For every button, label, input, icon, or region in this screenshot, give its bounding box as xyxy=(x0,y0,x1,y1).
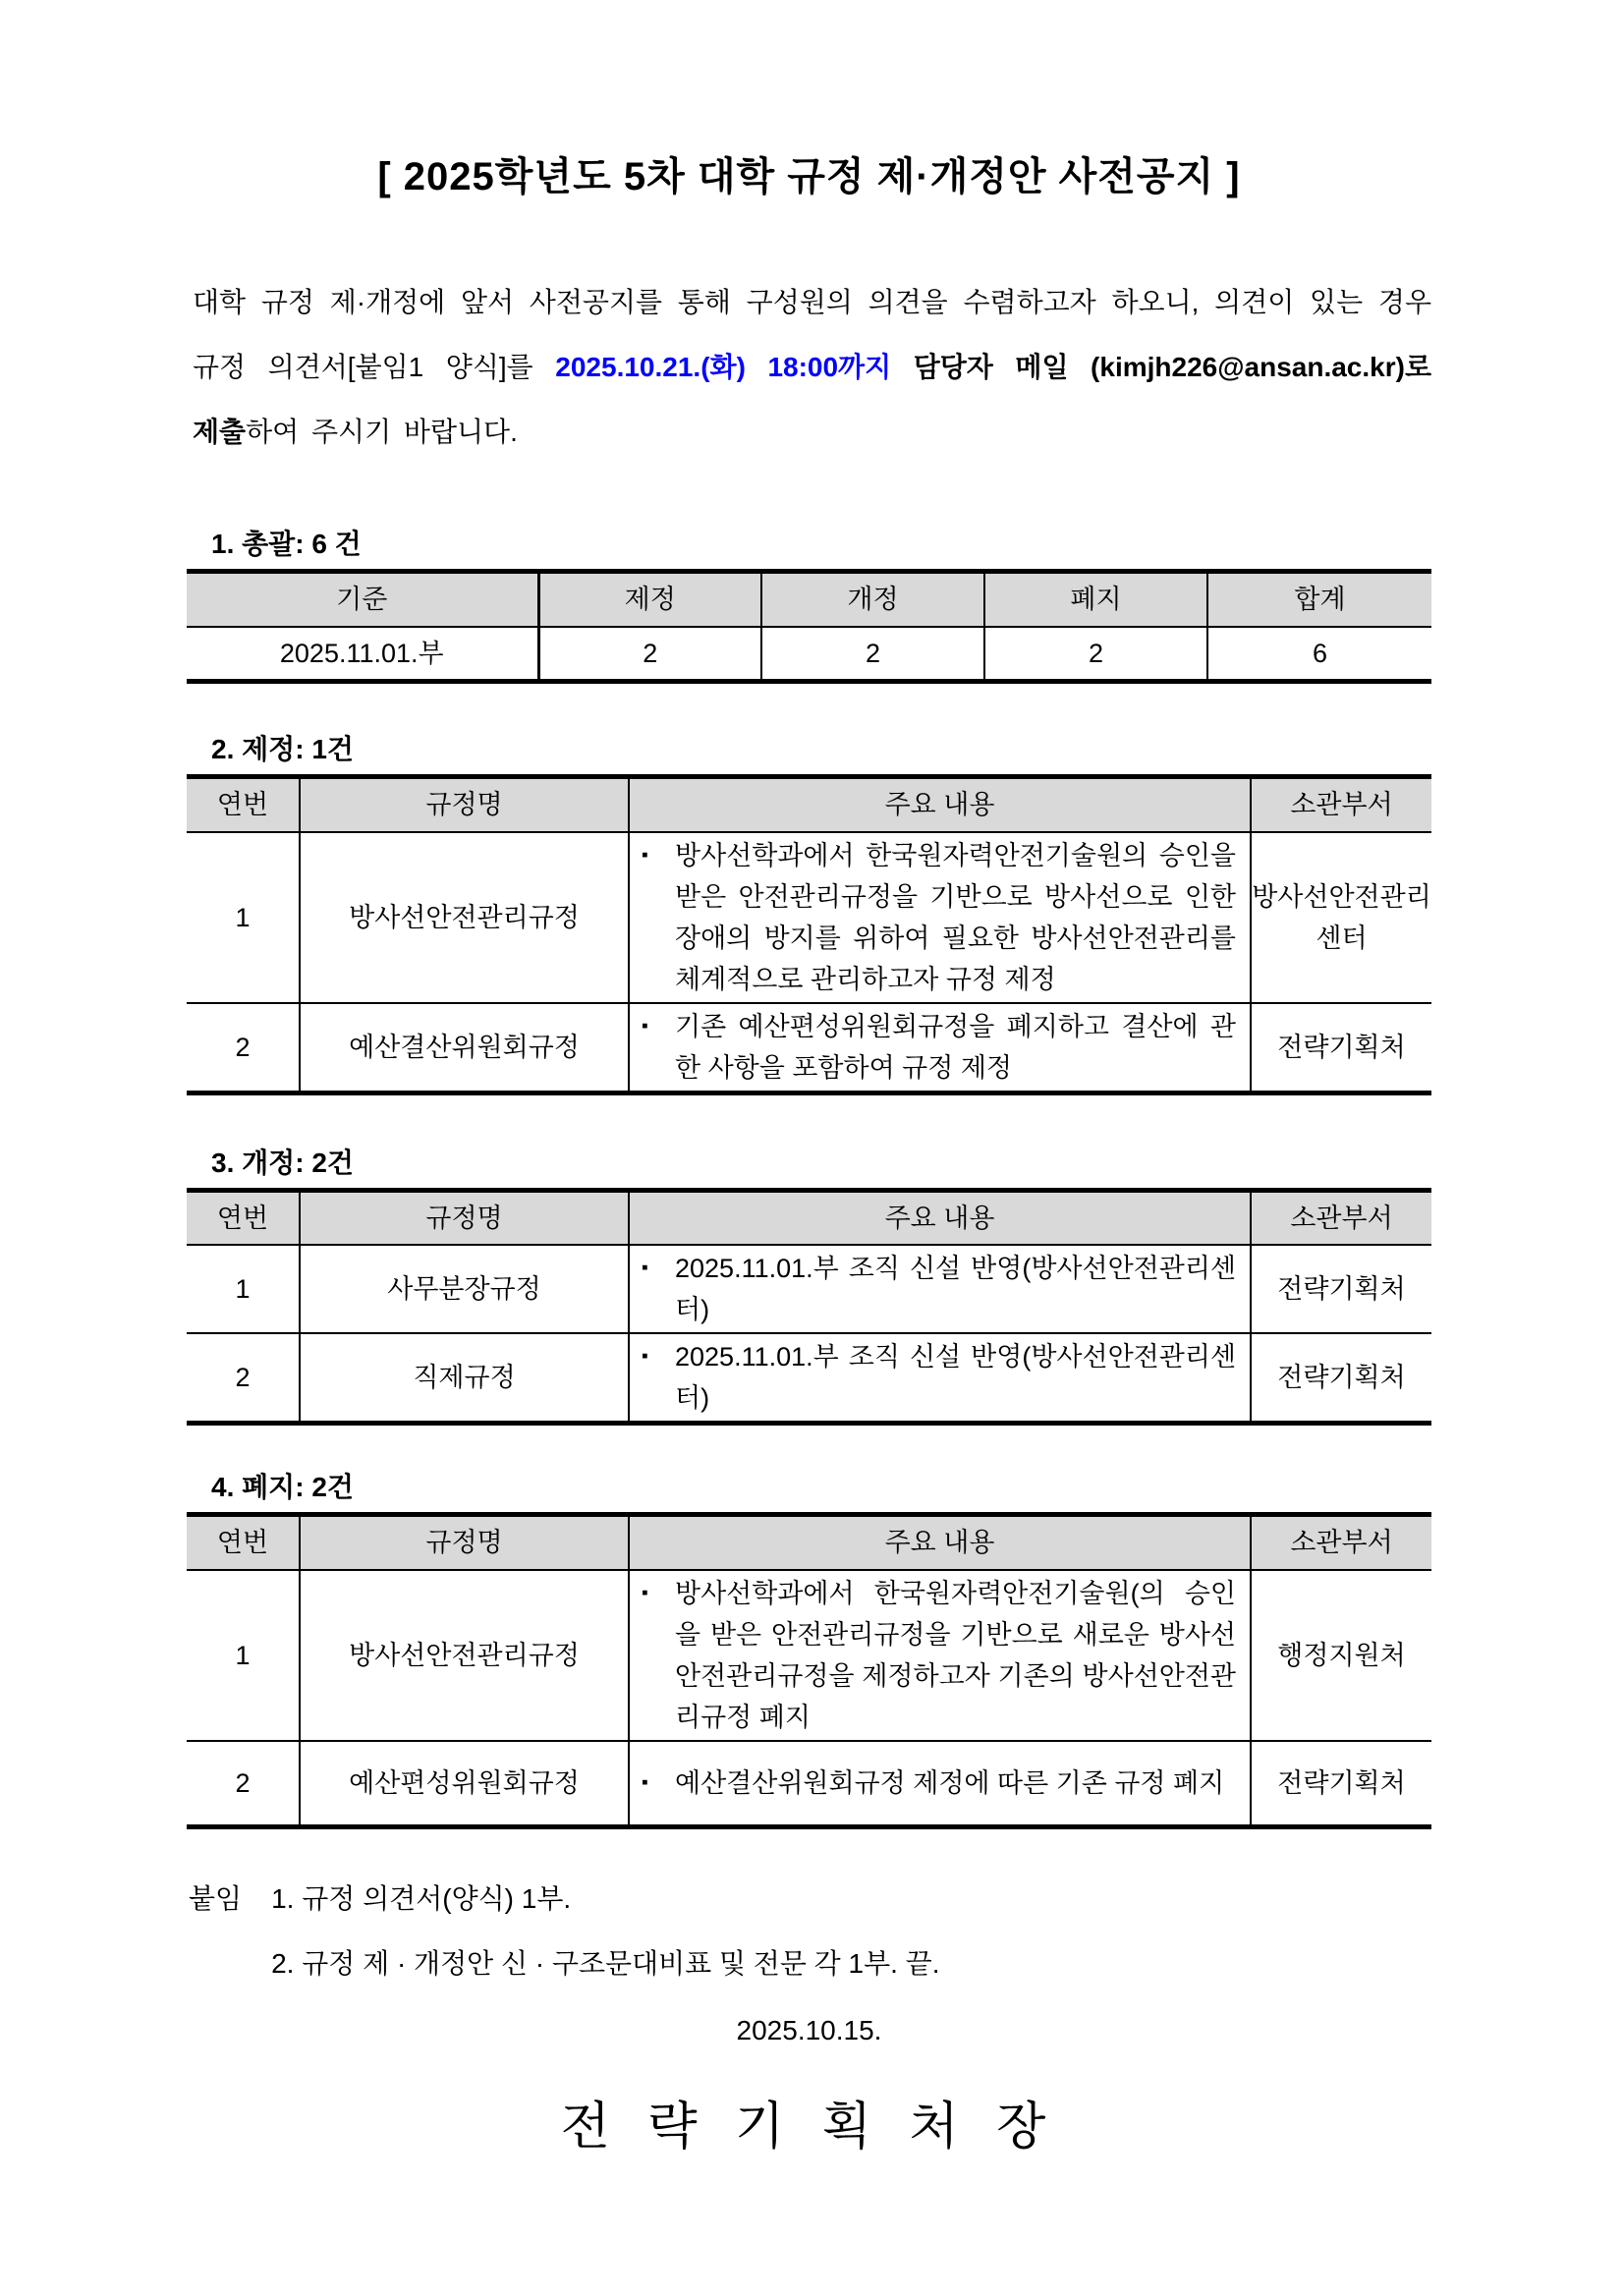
section-heading-overview: 1. 총괄: 6 건 xyxy=(211,529,362,559)
regulation-name-cell: 방사선안전관리규정 xyxy=(300,1570,629,1741)
bullet-icon: ▪ xyxy=(642,1582,648,1603)
overview-basis-cell: 2025.11.01.부 xyxy=(279,638,444,668)
header-department: 소관부서 xyxy=(1251,1515,1431,1570)
content-text: 예산결산위원회규정 제정에 따른 기존 규정 폐지 xyxy=(675,1767,1225,1798)
regulation-name-cell: 예산결산위원회규정 xyxy=(300,1003,629,1093)
attachment-item: 1. 규정 의견서(양식) 1부. xyxy=(271,1883,572,1914)
page-title: [ 2025학년도 5차 대학 규정 제·개정안 사전공지 ] xyxy=(377,155,1241,198)
content-cell xyxy=(629,1741,1251,1827)
content-text: 2025.11.01.부 조직 신설 반영(방사선안전관리센터) xyxy=(675,1254,1236,1324)
regulation-name-cell: 예산편성위원회규정 xyxy=(300,1741,629,1827)
content-text: 2025.11.01.부 조직 신설 반영(방사선안전관리센터) xyxy=(675,1342,1236,1413)
bullet-icon: ▪ xyxy=(642,1258,648,1278)
document-date: 2025.10.15. xyxy=(736,2015,882,2045)
header-regulation-name: 규정명 xyxy=(300,777,629,832)
amendment-table xyxy=(187,1188,1431,1427)
row-number-cell: 2 xyxy=(187,1741,300,1827)
section-heading-abolition: 4. 폐지: 2건 xyxy=(211,1472,354,1502)
content-cell xyxy=(629,1245,1251,1333)
bullet-icon: ▪ xyxy=(642,1015,648,1036)
content-text: 방사선학과에서 한국원자력안전기술원(의 승인을 받은 안전관리규정을 기반으로 새로운 방사선안전관리규정을 제정하고자 기존의 방사선안전관리규정 폐지 xyxy=(675,1578,1236,1732)
table-row xyxy=(187,1333,1431,1424)
attachments-list xyxy=(271,1867,939,1996)
header-department: 소관부서 xyxy=(1251,1190,1431,1245)
content-text: 기존 예산편성위원회규정을 폐지하고 결산에 관한 사항을 포함하여 규정 제정 xyxy=(675,1011,1236,1083)
table-row xyxy=(187,1570,1431,1741)
section-heading-enactment: 2. 제정: 1건 xyxy=(211,734,354,764)
overview-header-total: 합계 xyxy=(1207,572,1431,627)
regulation-name-cell: 직제규정 xyxy=(300,1333,629,1424)
row-number-cell: 1 xyxy=(235,902,251,932)
overview-enact-count: 2 xyxy=(538,627,761,682)
header-regulation-name: 규정명 xyxy=(300,1190,629,1245)
overview-amend-count: 2 xyxy=(761,627,984,682)
intro-text-bold: 담당자 메일 (kimjh226@ansan.ac.kr)로 제출 xyxy=(193,352,1431,447)
section-heading-amendment: 3. 개정: 2건 xyxy=(211,1147,354,1178)
row-number-cell: 1 xyxy=(235,1640,251,1670)
header-department: 소관부서 xyxy=(1251,777,1431,832)
regulation-name-cell: 방사선안전관리규정 xyxy=(300,832,629,1003)
table-row xyxy=(187,832,1431,1003)
content-cell xyxy=(629,1570,1251,1741)
intro-text-lead: 대학 규정 제·개정에 앞서 사전공지를 통해 구성원의 의견을 수렴하고자 하오니, 의견이 있는 경우 규정 의견서[붙임1 양식]를 xyxy=(193,287,1431,382)
document-content xyxy=(0,145,1624,2157)
enactment-header-row xyxy=(187,777,1431,832)
row-number-cell: 2 xyxy=(187,1333,300,1424)
overview-header-amend: 개정 xyxy=(761,572,984,627)
abolition-header-row xyxy=(187,1515,1431,1570)
amendment-header-row xyxy=(187,1190,1431,1245)
overview-header-row xyxy=(187,572,1431,627)
overview-header-abolish: 폐지 xyxy=(984,572,1207,627)
department-cell: 전략기획처 xyxy=(1251,1741,1431,1827)
intro-text-tail: 하여 주시기 바랍니다. xyxy=(246,417,518,447)
overview-total-count: 6 xyxy=(1207,627,1431,682)
attachments-label: 붙임 xyxy=(189,1883,243,1914)
attachment-item: 2. 규정 제 · 개정안 신 · 구조문대비표 및 전문 각 1부. 끝. xyxy=(271,1948,940,1979)
department-cell: 방사선안전관리센터 xyxy=(1251,832,1431,1003)
attachments-block xyxy=(189,1867,1431,1996)
department-cell: 전략기획처 xyxy=(1251,1003,1431,1093)
header-regulation-name: 규정명 xyxy=(300,1515,629,1570)
overview-data-row xyxy=(187,627,1431,682)
header-no: 연번 xyxy=(187,1515,300,1570)
table-row xyxy=(187,1245,1431,1333)
content-cell xyxy=(629,832,1251,1003)
bullet-icon: ▪ xyxy=(642,1346,648,1367)
content-cell xyxy=(629,1333,1251,1424)
overview-abolish-count: 2 xyxy=(984,627,1207,682)
content-cell xyxy=(629,1003,1251,1093)
signature-title: 전 략 기 획 처 장 xyxy=(560,2099,1058,2156)
department-cell: 전략기획처 xyxy=(1251,1333,1431,1424)
header-no: 연번 xyxy=(187,1190,300,1245)
row-number-cell: 1 xyxy=(235,1274,251,1304)
enactment-table xyxy=(187,774,1431,1095)
table-row xyxy=(187,1741,1431,1827)
regulation-name-cell: 사무분장규정 xyxy=(300,1245,629,1333)
abolition-table xyxy=(187,1512,1431,1829)
table-row xyxy=(187,1003,1431,1093)
header-main-content: 주요 내용 xyxy=(629,1515,1251,1570)
deadline-text: 2025.10.21.(화) 18:00까지 xyxy=(555,352,892,382)
row-number-cell: 2 xyxy=(187,1003,300,1093)
bullet-icon: ▪ xyxy=(642,1771,648,1793)
department-cell: 전략기획처 xyxy=(1251,1245,1431,1333)
overview-table xyxy=(187,569,1431,684)
header-main-content: 주요 내용 xyxy=(629,777,1251,832)
department-cell: 행정지원처 xyxy=(1251,1570,1431,1741)
content-text: 방사선학과에서 한국원자력안전기술원의 승인을 받은 안전관리규정을 기반으로 방사선으로 인한 장애의 방지를 위하여 필요한 방사선안전관리를 체계적으로 관리하고자 규정 제정 xyxy=(675,840,1236,994)
overview-header-enact: 제정 xyxy=(538,572,761,627)
overview-header-basis: 기준 xyxy=(187,572,538,627)
bullet-icon: ▪ xyxy=(642,844,648,866)
header-no: 연번 xyxy=(187,777,300,832)
intro-paragraph xyxy=(193,270,1431,465)
header-main-content: 주요 내용 xyxy=(629,1190,1251,1245)
